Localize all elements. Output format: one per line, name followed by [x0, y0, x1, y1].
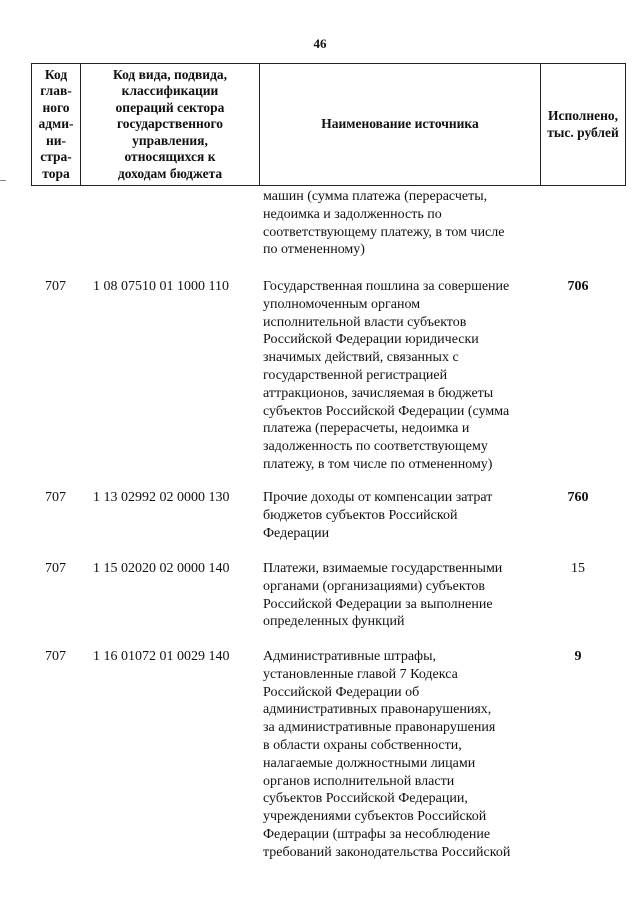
text-line: задолженность по соответствующему	[263, 439, 488, 455]
admin-code: 707	[45, 279, 66, 294]
continuation-text	[263, 188, 543, 259]
text-line: Российской Федерации юридически	[263, 332, 479, 348]
text-line: бюджетов субъектов Российской	[263, 507, 458, 523]
header-line: Исполнено,	[547, 108, 619, 123]
text-line: Административные штрафы,	[263, 649, 437, 664]
header-line: тыс. рублей	[547, 124, 619, 140]
text-line: соответствующему платежу, в том числе	[263, 224, 505, 240]
classification-code: 1 13 02992 02 0000 130	[93, 490, 230, 505]
text-line: административных правонарушениях,	[263, 702, 492, 718]
header-line: доходам бюджета	[117, 165, 223, 181]
text-line: государственной регистрацией	[263, 367, 448, 383]
text-line: Прочие доходы от компенсации затрат	[263, 490, 493, 505]
admin-code: 707	[45, 490, 66, 505]
header-line: тора	[42, 165, 70, 181]
header-line: государственного	[116, 116, 224, 132]
text-line: субъектов Российской Федерации,	[263, 791, 468, 807]
text-line: Платежи, взимаемые государственными	[263, 561, 503, 576]
table-header	[31, 63, 626, 186]
amount-value: 9	[574, 649, 582, 664]
text-line: определенных функций	[263, 614, 405, 630]
text-line: платежу, в том числе по отмененному)	[263, 456, 493, 472]
amount-value: 706	[567, 279, 589, 294]
text-line: налагаемые должностными лицами	[263, 755, 476, 771]
classification-code: 1 15 02020 02 0000 140	[93, 561, 230, 576]
text-line: Российской Федерации за выполнение	[263, 596, 493, 612]
text-line: органов исполнительной власти	[263, 773, 455, 789]
text-line: Федерации	[263, 525, 330, 541]
source-name	[263, 648, 543, 862]
text-line: органами (организациями) субъектов	[263, 578, 486, 594]
text-line: машин (сумма платежа (перерасчеты,	[263, 189, 488, 204]
text-line: аттракционов, зачисляемая в бюджеты	[263, 385, 494, 401]
header-line: стра-	[40, 149, 72, 165]
text-line: установленные главой 7 Кодекса	[263, 666, 458, 682]
source-name	[263, 278, 543, 474]
text-line: Государственная пошлина за совершение	[263, 279, 510, 294]
header-line: Код вида, подвида,	[112, 66, 228, 82]
text-line: значимых действий, связанных с	[263, 350, 459, 366]
header-line: управления,	[132, 132, 208, 148]
header-line: глав-	[40, 83, 72, 99]
header-line: ного	[42, 99, 70, 115]
amount-value: 15	[571, 561, 585, 576]
classification-code: 1 16 01072 01 0029 140	[93, 649, 230, 664]
source-name	[263, 489, 543, 542]
page-number: 46	[313, 36, 327, 51]
classification-code: 1 08 07510 01 1000 110	[93, 279, 229, 294]
header-col-name: Наименование источника	[260, 64, 541, 186]
scan-margin-mark	[0, 180, 6, 181]
header-line: Код	[44, 66, 68, 82]
text-line: уполномоченным органом	[263, 296, 421, 312]
header-line: ни-	[45, 132, 67, 148]
text-line: по отмененному)	[263, 242, 365, 258]
header-col-admin	[32, 64, 81, 186]
admin-code: 707	[45, 561, 66, 576]
text-line: за административные правонарушения	[263, 720, 496, 736]
source-name	[263, 560, 543, 631]
header-col-amount	[541, 64, 626, 186]
text-line: в области охраны собственности,	[263, 737, 462, 753]
text-line: платежа (перерасчеты, недоимка и	[263, 421, 470, 437]
text-line: недоимка и задолженность по	[263, 206, 442, 222]
text-line: учреждениями субъектов Российской	[263, 809, 487, 825]
text-line: исполнительной власти субъектов	[263, 314, 467, 330]
table-header-row	[32, 64, 626, 186]
text-line: Российской Федерации об	[263, 684, 420, 700]
header-line: классификации	[121, 83, 219, 99]
header-line: относящихся к	[124, 149, 216, 165]
amount-value: 760	[567, 490, 589, 505]
text-line: Федерации (штрафы за несоблюдение	[263, 826, 491, 842]
admin-code: 707	[45, 649, 66, 664]
header-line: адми-	[38, 116, 74, 132]
text-line: субъектов Российской Федерации (сумма	[263, 403, 510, 419]
header-col-code	[81, 64, 260, 186]
header-line: операций сектора	[115, 99, 225, 115]
text-line: требований законодательства Российской	[263, 844, 511, 860]
